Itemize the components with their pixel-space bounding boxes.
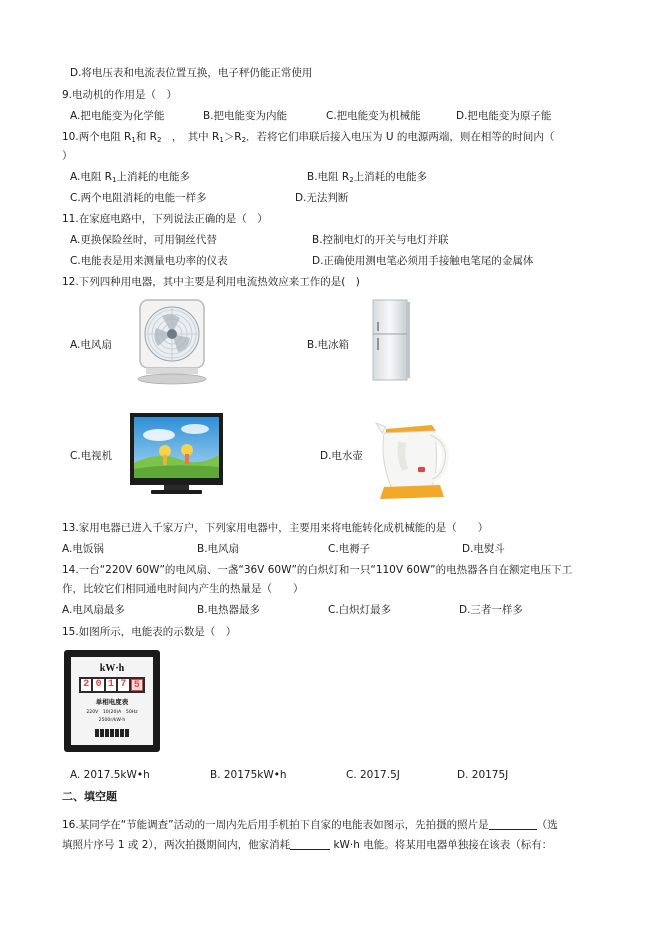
electricity-meter-image [64, 650, 160, 752]
q8-option-d: D.将电压表和电流表位置互换，电子秤仍能正常使用 [70, 67, 313, 79]
refrigerator-image [370, 298, 412, 383]
q14-option-d: D.三者一样多 [459, 604, 523, 616]
electric-kettle-image [374, 413, 454, 501]
meter-digit: 1 [106, 679, 116, 691]
q9-stem: 9.电动机的作用是（ ） [62, 89, 178, 101]
q16-line-1: 16.某同学在“节能调查”活动的一周内先后用手机拍下自家的电能表如图示，先拍摄的照片是 （选 [62, 819, 558, 831]
q12-stem: 12.下列四种用电器，其中主要是利用电流热效应来工作的是( ) [62, 276, 360, 288]
meter-face [71, 657, 153, 745]
q13-option-c: C.电褥子 [328, 543, 371, 555]
q13-option-a: A.电饭锅 [62, 543, 104, 555]
q10-stem-cont: ） [62, 150, 73, 162]
q13-stem: 13.家用电器已进入千家万户，下列家用电器中，主要用来将电能转化成机械能的是（ ） [62, 522, 489, 534]
q12-option-c: C.电视机 [70, 450, 113, 462]
q11-option-b: B.控制电灯的开关与电灯并联 [312, 234, 449, 246]
q15-option-d: D. 20175J [457, 769, 509, 781]
q15-option-a: A. 2017.5kW•h [70, 769, 150, 781]
meter-digit: 0 [93, 679, 103, 691]
q10-option-a: A.电阻 $R_1$上消耗的电能多 [70, 171, 190, 184]
meter-spec-2: 2500r/kW·h [98, 718, 126, 723]
q9-option-d: D.把电能变为原子能 [456, 110, 552, 122]
q12-option-a: A.电风扇 [70, 339, 112, 351]
meter-terminal-block [95, 729, 129, 737]
q10-option-b: B.电阻 $R_2$上消耗的电能多 [307, 171, 428, 184]
q10-option-c: C.两个电阻消耗的电能一样多 [70, 192, 207, 204]
q12-option-d: D.电水壶 [320, 450, 363, 462]
answer-blank[interactable] [290, 839, 330, 850]
q16-line-2: 填照片序号 1 或 2），两次拍摄期间内，他家消耗 kW·h 电能。将某用电器单独接在该表（标有： [62, 839, 553, 851]
q11-option-c: C.电能表是用来测量电功率的仪表 [70, 255, 228, 267]
q13-option-d: D.电熨斗 [462, 543, 505, 555]
q11-option-d: D.正确使用测电笔必须用手接触电笔尾的金属体 [312, 255, 534, 267]
section-heading: 二、填空题 [62, 790, 117, 803]
q11-stem: 11.在家庭电路中，下列说法正确的是（ ） [62, 213, 268, 225]
q10-stem: 10.两个电阻 $R_1$和 $R_2$ ， 其中 $R_1>R_2$．若将它们串联后接入电压为 U 的电源两端，则在相等的时间内（ [62, 131, 555, 144]
q9-option-b: B.把电能变为内能 [203, 110, 288, 122]
television-image [129, 411, 224, 497]
electric-fan-image [132, 298, 212, 386]
q11-option-a: A.更换保险丝时，可用铜丝代替 [70, 234, 217, 246]
q15-stem: 15.如图所示，电能表的示数是（ ） [62, 626, 237, 638]
q14-option-a: A.电风扇最多 [62, 604, 125, 616]
q14-option-b: B.电热器最多 [197, 604, 261, 616]
q14-option-c: C.白炽灯最多 [328, 604, 392, 616]
meter-digit: 7 [118, 679, 128, 691]
q14-stem-line1: 14.一台“220V 60W”的电风扇、一盏“36V 60W”的白炽灯和一只“110V 60W”的电热器各自在额定电压下工 [62, 564, 573, 576]
q15-option-b: B. 20175kW•h [210, 769, 287, 781]
meter-digit: 2 [81, 679, 91, 691]
meter-name: 单相电度表 [95, 698, 129, 706]
q13-option-b: B.电风扇 [197, 543, 240, 555]
q15-option-c: C. 2017.5J [346, 769, 400, 781]
q12-option-b: B.电冰箱 [307, 339, 350, 351]
q14-stem-line2: 作，比较它们相同通电时间内产生的热量是（ ） [62, 583, 304, 595]
q10-option-d: D.无法判断 [295, 192, 349, 204]
meter-unit: kW·h [99, 663, 125, 674]
q9-option-a: A.把电能变为化学能 [70, 110, 165, 122]
q9-option-c: C.把电能变为机械能 [326, 110, 421, 122]
meter-spec-1: 220V 10(20)A 50Hz [86, 710, 138, 715]
answer-blank[interactable] [489, 819, 537, 830]
meter-digit-decimal: 5 [131, 679, 143, 691]
meter-counter [79, 677, 145, 693]
